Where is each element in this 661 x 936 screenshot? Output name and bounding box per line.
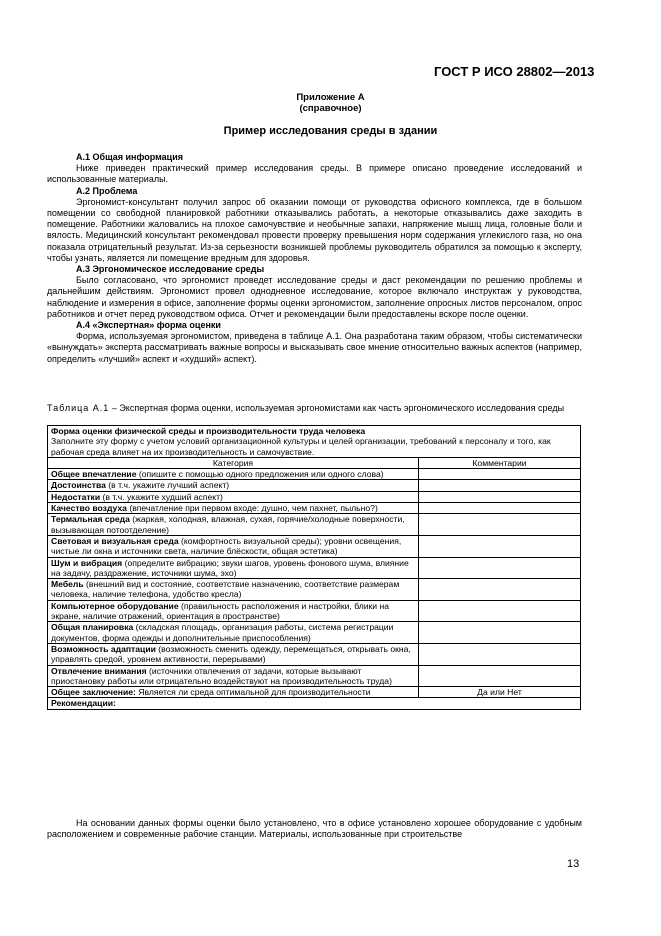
category-cell (48, 503, 419, 514)
section-title: А.3 Эргономическое исследование среды (76, 264, 265, 275)
table-row (48, 643, 581, 665)
category-name: Световая и визуальная среда (51, 535, 179, 546)
assessment-form-table (47, 425, 581, 710)
table-intro: Заполните эту форму с учетом условий организационной культуры и целей организации, требований к персоналу и того, как рабочая среда влияет на их производительность и самочувствие. (51, 436, 551, 457)
recommendations-cell (48, 698, 581, 709)
category-cell (48, 514, 419, 536)
category-name: Отвлечение внимания (51, 665, 147, 676)
table-caption-text: – Экспертная форма оценки, используемая эргономистами как часть эргономического исследования среды (109, 403, 565, 413)
section-title: А.4 «Экспертная» форма оценки (76, 320, 221, 331)
column-header-category: Категория (48, 457, 419, 468)
table-caption-label: Таблица А.1 (47, 403, 110, 413)
category-description: Является ли среда оптимальной для производительности (135, 687, 371, 698)
column-header-comments: Комментарии (419, 457, 581, 468)
category-name: Достоинства (51, 480, 106, 491)
table-row (48, 687, 581, 698)
category-cell (48, 480, 419, 491)
category-cell (48, 687, 419, 698)
category-description: (определите вибрацию; звуки шагов, уровень фонового шума, влияние на задачу, раздражение, источники шума, эхо) (51, 557, 409, 578)
comment-cell (419, 469, 581, 480)
category-description: (правильность расположения и настройки, блики на экране, наличие отражений, ориентация в пространстве) (51, 600, 390, 622)
category-name: Качество воздуха (51, 503, 127, 514)
paragraph: Ниже приведен практический пример исследования среды. В примере описано проведение исследований и использованные материалы. (47, 163, 582, 185)
table-header-row (48, 457, 581, 468)
category-cell (48, 491, 419, 502)
category-name: Компьютерное оборудование (51, 600, 179, 611)
table-row (48, 665, 581, 687)
appendix-subtitle: (справочное) (299, 103, 362, 114)
table-title: Форма оценки физической среды и производительности труда человека (51, 426, 366, 436)
category-description: (внешний вид и состояние, соответствие назначению, соответствие размерам человека, наличие телефона, удобство кресла) (51, 579, 400, 600)
table-row (48, 535, 581, 557)
appendix-title: Приложение А (296, 92, 365, 103)
comment-cell (419, 491, 581, 502)
table-row (48, 557, 581, 579)
standard-number: ГОСТ Р ИСО 28802—2013 (434, 64, 595, 79)
page-number: 13 (567, 858, 580, 870)
category-name: Шум и вибрация (51, 557, 123, 568)
table-caption (47, 403, 582, 414)
comment-cell (419, 643, 581, 665)
category-cell (48, 665, 419, 687)
table-body (48, 469, 581, 698)
table-row (48, 622, 581, 644)
category-name: Термальная среда (51, 514, 130, 525)
category-cell (48, 535, 419, 557)
category-description: (в т.ч. укажите лучший аспект) (105, 480, 230, 491)
appendix-heading: Пример исследования среды в здании (223, 125, 438, 137)
comment-cell: Да или Нет (419, 687, 581, 698)
category-description: (возможность сменить одежду, перемещаться, открывать окна, управлять средой, уровнем активности, перерывами) (51, 643, 411, 665)
paragraph: Эргономист-консультант получил запрос об оказании помощи от руководства офисного комплекса, где в большом помещении со свободной планировкой работники отказывались работать, а некоторые отказывались даже заходить в помещение. Работники жаловались на плохое самочувствие и необычные запахи, напряжение мышц лица, головные боли и вялость. Медицинский консультант рекомендовал провести проверку превышения норм содержания углекислого газа, но она показала отрицательный результат. Из-за серьезности возникшей проблемы руководитель обратился за помощью к эксперту, чтобы узнать, является ли помещение вредным для здоровья. (47, 196, 582, 263)
appendix-header (0, 92, 661, 114)
category-name: Недостатки (51, 491, 101, 502)
table-row (48, 480, 581, 491)
category-description: (складская площадь, организация работы, система регистрации документов, форма одежды и дополнительные приспособления) (51, 622, 394, 643)
category-description: (опишите с помощью одного предложения или одного слова) (136, 469, 384, 480)
paragraph: На основании данных формы оценки было установлено, что в офисе установлено хорошее оборудование с удобным расположением и современные рабочие станции. Материалы, использованные при строительстве (47, 818, 582, 840)
body-text (47, 152, 582, 365)
category-name: Общая планировка (51, 622, 134, 633)
table-row (48, 491, 581, 502)
recommendations-label: Рекомендации: (51, 698, 116, 709)
category-cell (48, 579, 419, 601)
paragraph: Форма, используемая эргономистом, приведена в таблице А.1. Она разработана таким образом, чтобы систематически «вынуждать» эксперта рассматривать важные вопросы и высказывать свое мнение относительно важных аспектов (например, определить «лучший» аспект и «худший» аспект). (47, 331, 582, 364)
category-name: Возможность адаптации (51, 643, 156, 654)
category-description: (впечатление при первом входе: душно, чем пахнет, пыльно?) (126, 503, 378, 514)
category-cell (48, 600, 419, 622)
category-description: (комфортность визуальной среды); уровни освещения, чистые ли окна и источники света, наличие блёскости, общая эстетика) (51, 535, 402, 557)
recommendations-row (48, 698, 581, 709)
table-title-row (48, 426, 581, 458)
paragraph: Было согласовано, что эргономист проведет исследование среды и даст рекомендации по решению проблемы и дальнейшим действиям. Эргономист провел однодневное исследование, которое включало инструктаж у руководства, наблюдение и измерения в офисе, заполнение формы оценки эргономистом, заполнение опросных листов персоналом, опрос работников и отчет перед руководством офиса. Отчет и рекомендации были предоставлены вскоре после оценки. (47, 275, 582, 319)
category-cell (48, 557, 419, 579)
category-cell (48, 622, 419, 644)
category-name: Общее заключение: (51, 687, 136, 698)
section-title: А.1 Общая информация (76, 152, 183, 162)
comment-cell (419, 535, 581, 557)
category-description: (жаркая, холодная, влажная, сухая, горячие/холодные поверхности, вызывающая потоотделение) (51, 514, 405, 535)
category-description: (источники отвлечения от задачи, которые вызывают приостановку работы или отрицательно воздействуют на производительность труда) (51, 665, 392, 686)
table-row (48, 469, 581, 480)
category-cell (48, 643, 419, 665)
comment-cell (419, 579, 581, 601)
comment-cell (419, 480, 581, 491)
comment-cell (419, 514, 581, 536)
section-title: А.2 Проблема (76, 185, 138, 196)
category-name: Общее впечатление (51, 469, 137, 480)
category-description: (в т.ч. укажите худший аспект) (100, 491, 223, 502)
comment-cell (419, 503, 581, 514)
table-row (48, 600, 581, 622)
category-cell (48, 469, 419, 480)
table-title-cell (48, 426, 581, 458)
category-name: Мебель (51, 579, 84, 590)
comment-cell (419, 665, 581, 687)
comment-cell (419, 600, 581, 622)
table-row (48, 514, 581, 536)
table-row (48, 503, 581, 514)
comment-cell (419, 622, 581, 644)
table-row (48, 579, 581, 601)
comment-cell (419, 557, 581, 579)
closing-text (47, 818, 582, 840)
